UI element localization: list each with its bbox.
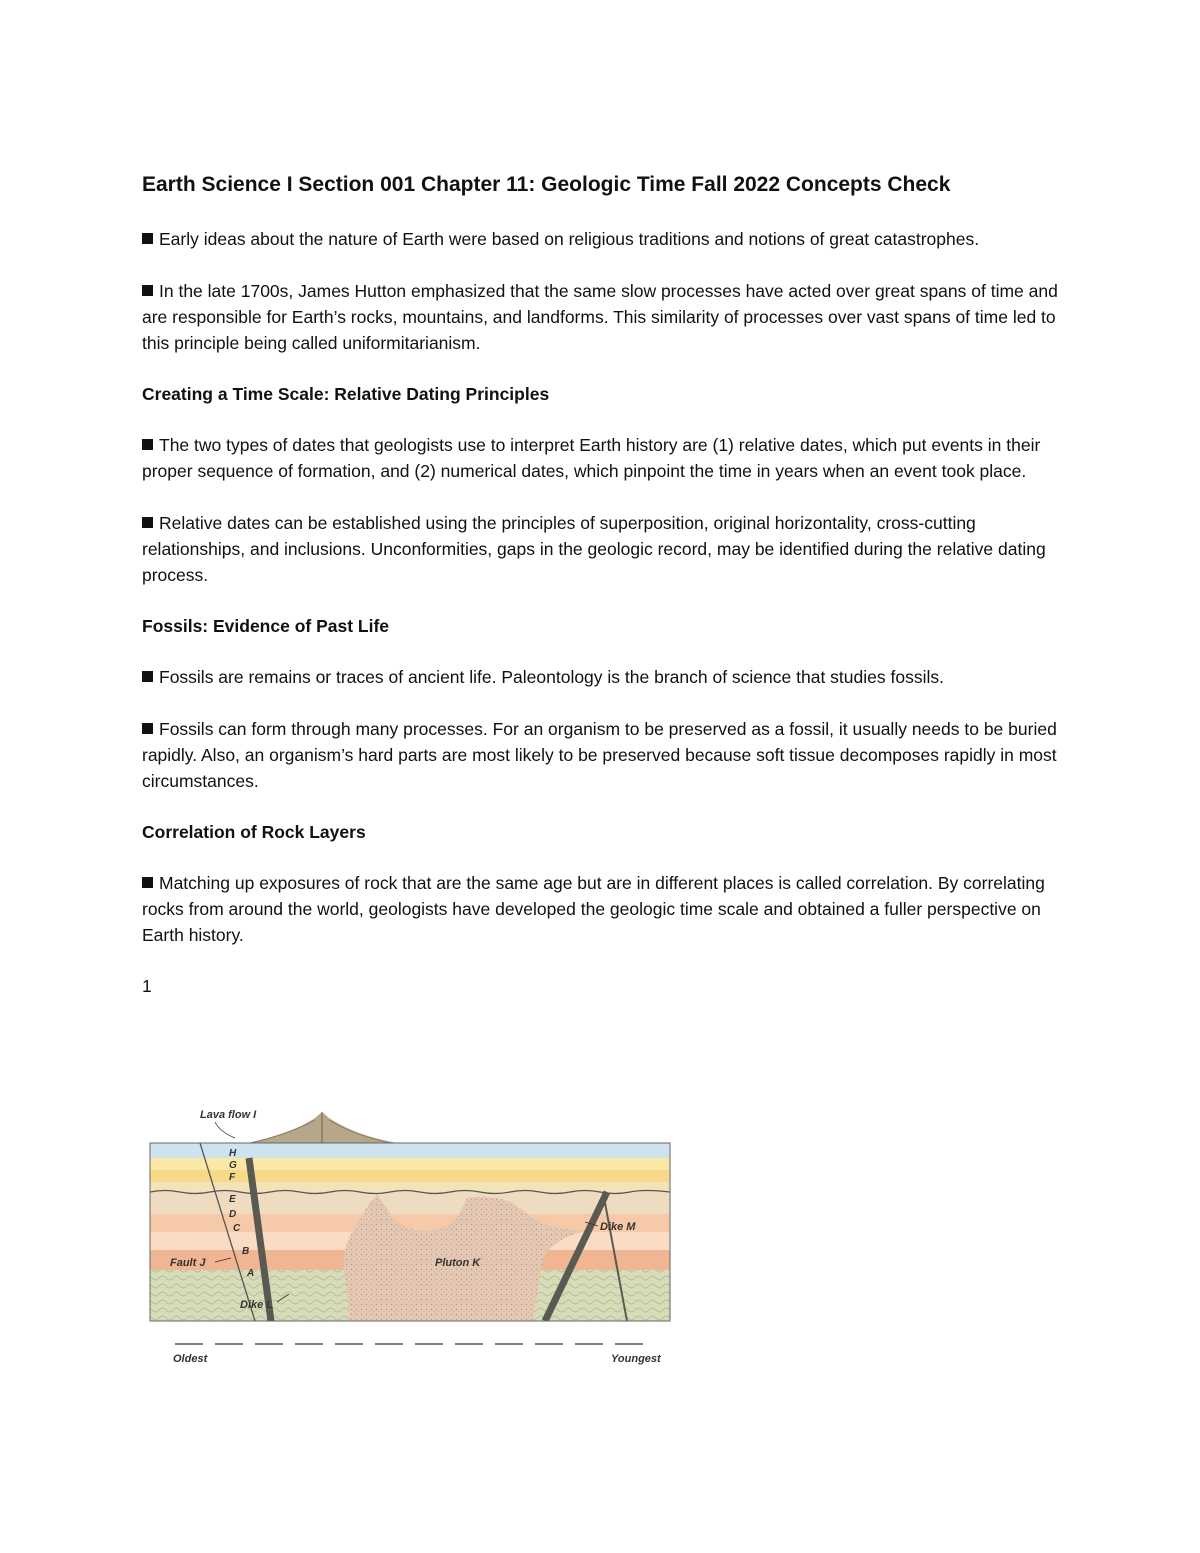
geologic-cross-section-figure	[145, 1098, 675, 1373]
relative-dating-paragraph-2: Relative dates can be established using the principles of superposition, original horizontality, cross-cutting relationships, and inclusions. Unconformities, gaps in the geologic record, may be identified during the relative dating process.	[142, 513, 1046, 585]
document-body	[142, 170, 1062, 1012]
label-dike-l: Dike L	[240, 1299, 274, 1311]
bullet-icon	[142, 877, 153, 888]
fossils-paragraph-2: Fossils can form through many processes. For an organism to be preserved as a fossil, it usually needs to be buried rapidly. Also, an organism’s hard parts are most likely to be preserved because soft tissue decomposes rapidly in most circumstances.	[142, 719, 1057, 791]
label-layer-a: A	[247, 1268, 255, 1279]
document-title: Earth Science I Section 001 Chapter 11: Geologic Time Fall 2022 Concepts Check	[142, 173, 951, 196]
label-layer-d: D	[229, 1209, 237, 1220]
question-number: 1	[142, 976, 152, 996]
fossils-paragraph-1: Fossils are remains or traces of ancient life. Paleontology is the branch of science that studies fossils.	[142, 664, 1062, 690]
bullet-icon	[142, 671, 153, 682]
label-layer-h: H	[229, 1148, 237, 1159]
bullet-icon	[142, 285, 153, 296]
label-oldest: Oldest	[173, 1353, 208, 1365]
label-layer-e: E	[229, 1194, 236, 1205]
layer-e	[150, 1192, 670, 1214]
label-lava-flow: Lava flow I	[200, 1109, 257, 1121]
bullet-icon	[142, 517, 153, 528]
label-fault-j: Fault J	[170, 1257, 206, 1269]
bullet-icon	[142, 723, 153, 734]
section-heading-fossils: Fossils: Evidence of Past Life	[142, 616, 390, 636]
intro-paragraph-1: Early ideas about the nature of Earth were based on religious traditions and notions of great catastrophes.	[142, 226, 1062, 252]
label-layer-g: G	[229, 1160, 237, 1171]
relative-dating-paragraph-1: The two types of dates that geologists use to interpret Earth history are (1) relative dates, which put events in their proper sequence of formation, and (2) numerical dates, which pinpoint the time in years when an event took place.	[142, 435, 1041, 481]
layer-g	[150, 1170, 670, 1182]
label-layer-b: B	[242, 1246, 250, 1257]
section-heading-correlation: Correlation of Rock Layers	[142, 822, 366, 842]
label-dike-m: Dike M	[600, 1221, 636, 1233]
bullet-icon	[142, 439, 153, 450]
correlation-paragraph-1: Matching up exposures of rock that are the same age but are in different places is called correlation. By correlating rocks from around the world, geologists have developed the geologic time scale and obtained a fuller perspective on Earth history.	[142, 873, 1045, 945]
label-youngest: Youngest	[611, 1353, 661, 1365]
cross-section-svg	[145, 1098, 675, 1373]
layer-h	[150, 1158, 670, 1170]
label-layer-c: C	[233, 1223, 241, 1234]
intro-paragraph-2: In the late 1700s, James Hutton emphasized that the same slow processes have acted over great spans of time and are responsible for Earth’s rocks, mountains, and landforms. This similarity of processes over vast spans of time led to this principle being called uniformitarianism.	[142, 281, 1058, 353]
bullet-icon	[142, 233, 153, 244]
label-layer-f: F	[229, 1172, 236, 1183]
section-heading-relative-dating: Creating a Time Scale: Relative Dating Principles	[142, 384, 550, 404]
label-pluton-k: Pluton K	[435, 1257, 481, 1269]
